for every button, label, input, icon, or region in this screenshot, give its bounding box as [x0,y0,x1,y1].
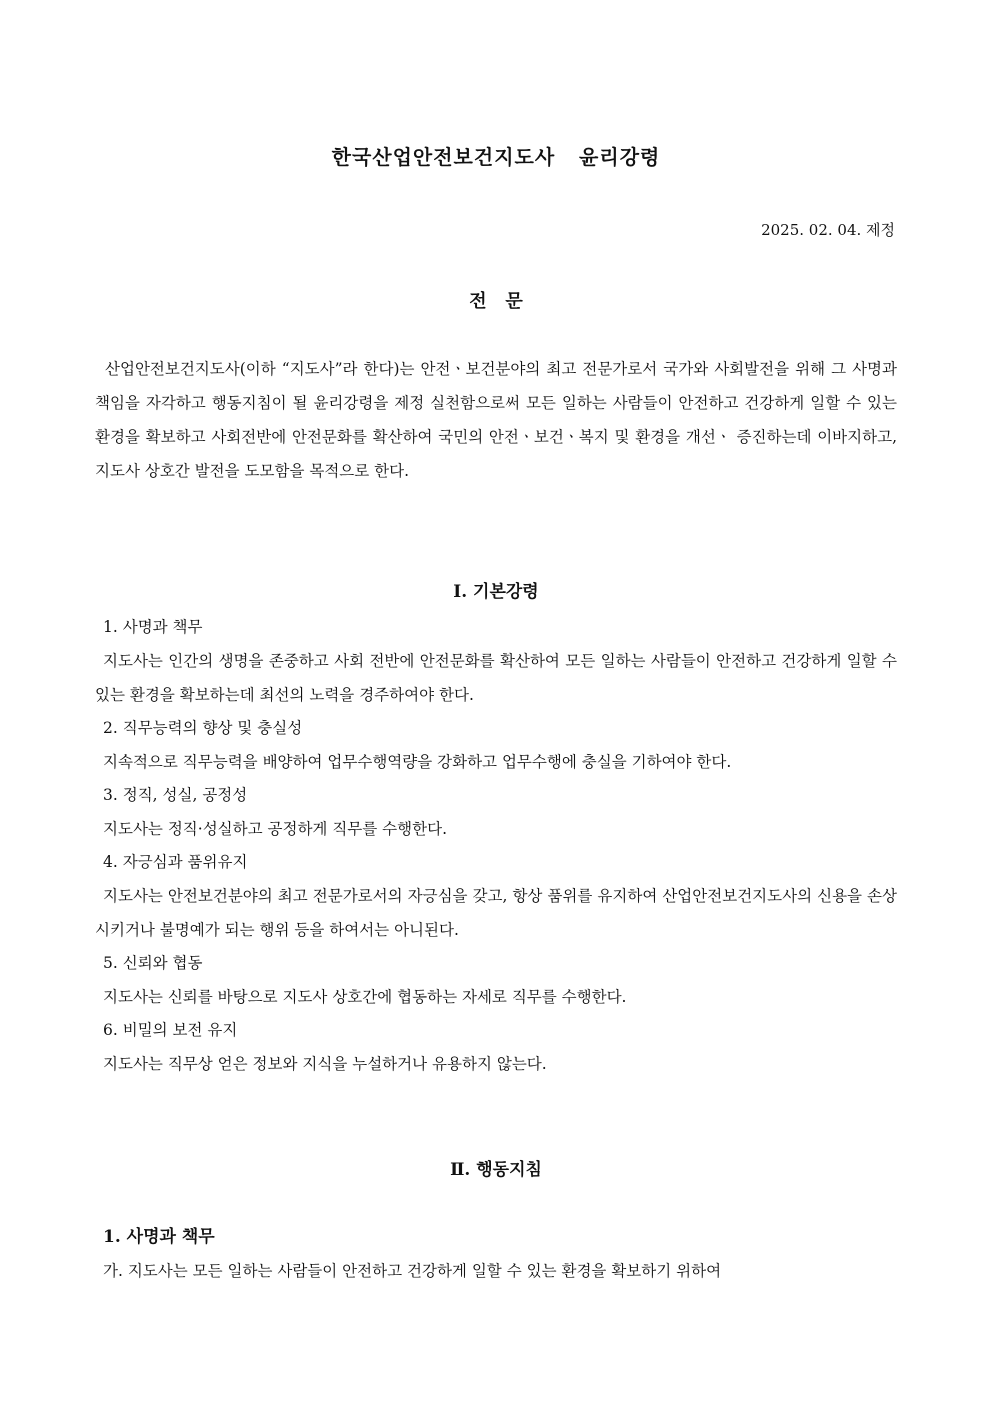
principle-body: 지도사는 직무상 얻은 정보와 지식을 누설하거나 유용하지 않는다. [103,1055,547,1073]
preamble-text: 산업안전보건지도사(이하 “지도사”라 한다)는 안전ㆍ보건분야의 최고 전문가로서 국가와 사회발전을 위해 그 사명과 책임을 자각하고 행동지침이 될 윤리강령을 제정 실천함으로써 모든 일하는 사람들이 안전하고 건강하게 일할 수 있는 환경을 확보하고 사회전반에 안전문화를 확산하여 국민의 안전ㆍ보건ㆍ복지 및 환경을 개선ㆍ 증진하는데 이바지하고, 지도사 상호간 발전을 도모함을 목적으로 한다. [95,360,897,480]
principle-item [95,779,897,846]
basic-principles-list [95,611,897,1081]
principle-title: 6. 비밀의 보전 유지 [103,1021,238,1039]
principle-body: 지속적으로 직무능력을 배양하여 업무수행역량을 강화하고 업무수행에 충실을 기하여야 한다. [103,753,732,771]
principle-title: 5. 신뢰와 협동 [103,954,203,972]
guideline-subheading: 1. 사명과 책무 [103,1227,215,1247]
principle-item [95,846,897,947]
document-title: 한국산업안전보건지도사 윤리강령 [331,145,661,169]
principle-title: 4. 자긍심과 품위유지 [103,853,248,871]
principle-item [95,611,897,712]
principle-body: 지도사는 인간의 생명을 존중하고 사회 전반에 안전문화를 확산하여 모든 일하는 사람들이 안전하고 건강하게 일할 수 있는 환경을 확보하는데 최선의 노력을 경주하여야 한다. [95,652,897,704]
principle-item [95,1014,897,1081]
principle-body: 지도사는 신뢰를 바탕으로 지도사 상호간에 협동하는 자세로 직무를 수행한다. [103,988,627,1006]
section-1-heading: Ⅰ. 기본강령 [453,582,539,602]
preamble-heading: 전 문 [469,291,523,312]
principle-title: 3. 정직, 성실, 공정성 [103,786,248,804]
guideline-item: 가. 지도사는 모든 일하는 사람들이 안전하고 건강하게 일할 수 있는 환경을 확보하기 위하여 [103,1262,722,1280]
section-2-heading: Ⅱ. 행동지침 [450,1160,542,1180]
principle-item [95,712,897,779]
principle-title: 2. 직무능력의 향상 및 충실성 [103,719,303,737]
principle-item [95,947,897,1014]
enactment-date: 2025. 02. 04. 제정 [761,221,895,239]
principle-body: 지도사는 정직·성실하고 공정하게 직무를 수행한다. [103,820,447,838]
principle-title: 1. 사명과 책무 [103,618,203,636]
principle-body: 지도사는 안전보건분야의 최고 전문가로서의 자긍심을 갖고, 항상 품위를 유지하여 산업안전보건지도사의 신용을 손상시키거나 불명예가 되는 행위 등을 하여서는 아니된다. [95,887,897,939]
